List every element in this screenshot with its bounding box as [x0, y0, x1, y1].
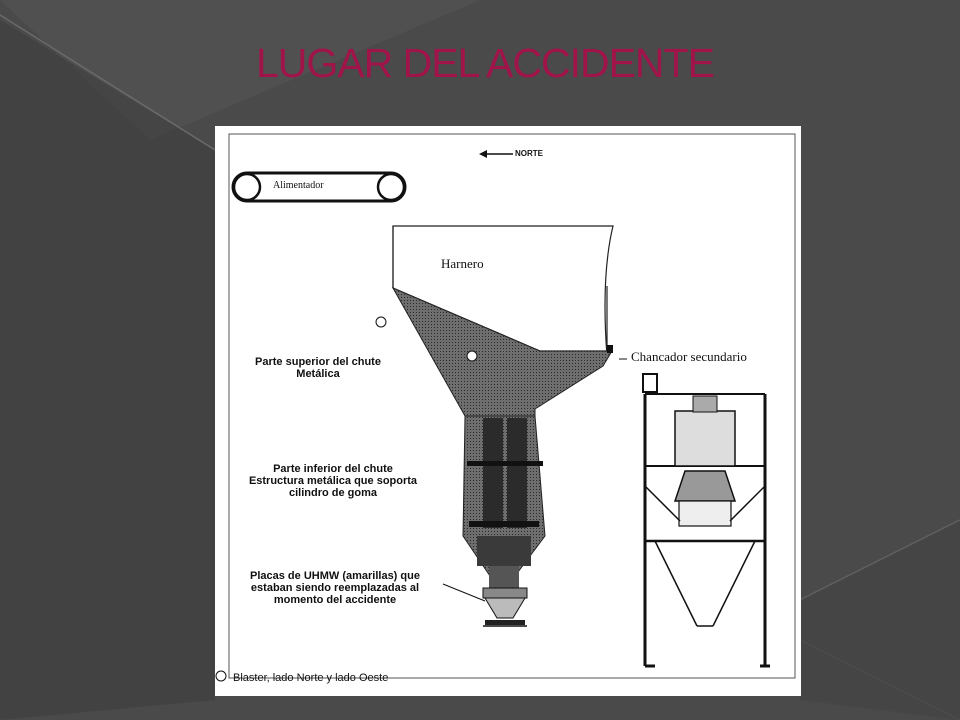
slide-title: LUGAR DEL ACCIDENTE [256, 40, 714, 86]
uhmw-plates [483, 588, 527, 626]
blaster-legend-label: Blaster, lado Norte y lado Oeste [233, 672, 389, 684]
lower-chute [463, 416, 545, 588]
secondary-crusher-label: Chancador secundario [631, 349, 747, 364]
lower-chute-label: Parte inferior del chute Estructura metálica que soporta cilindro de goma [248, 463, 418, 499]
upper-chute-label: Parte superior del chute Metálica [255, 356, 381, 380]
north-label: NORTE [515, 149, 543, 158]
screen-label: Harnero [441, 256, 484, 271]
uhmw-leader-line [443, 584, 485, 601]
accident-site-diagram [215, 126, 801, 696]
blaster-marker-west [467, 351, 477, 361]
secondary-crusher-structure [643, 374, 770, 666]
diagram-drawing [215, 126, 801, 696]
uhmw-plates-label: Placas de UHMW (amarillas) que estaban siendo reemplazadas al momento del accidente [250, 570, 420, 606]
screen-edge-marker [607, 345, 613, 353]
blaster-legend-icon [216, 671, 226, 681]
north-arrow-icon [479, 150, 513, 158]
feeder-label: Alimentador [273, 180, 324, 191]
blaster-marker-north [376, 317, 386, 327]
